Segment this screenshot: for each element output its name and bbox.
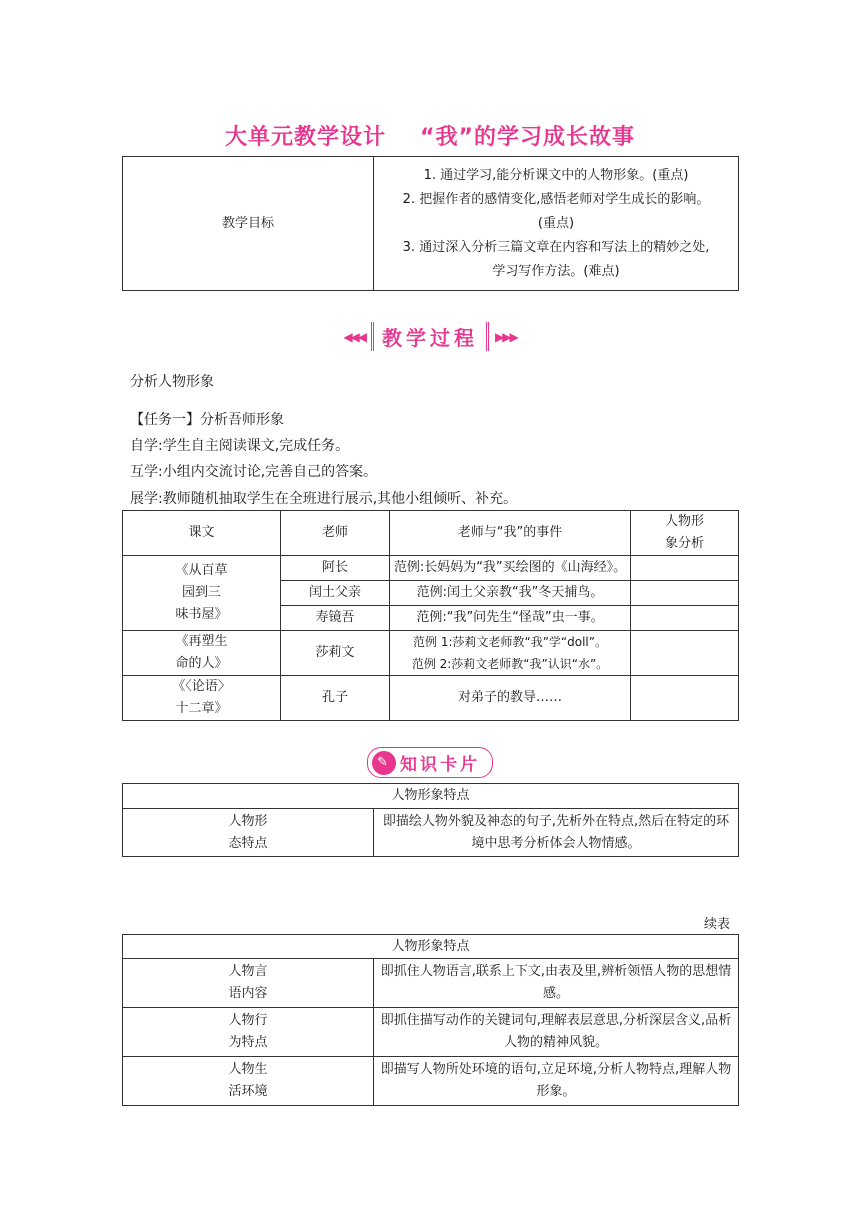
- header-teacher: 老师: [281, 511, 390, 556]
- header-text: 课文: [123, 511, 281, 556]
- teacher-cell: 闰土父亲: [281, 581, 390, 606]
- task-line: 互学:小组内交流讨论,完善自己的答案。: [130, 464, 378, 480]
- trait-name: 人物形 态特点: [123, 809, 374, 857]
- analysis-cell: [631, 676, 739, 721]
- section-heading: 分析人物形象: [130, 374, 214, 390]
- header-event: 老师与“我”的事件: [390, 511, 631, 556]
- analysis-cell: [631, 556, 739, 581]
- goal-item: 2. 把握作者的感情变化,感悟老师对学生成长的影响。: [402, 191, 710, 207]
- continued-label: 续表: [704, 917, 731, 932]
- goals-table: [122, 156, 739, 291]
- traits-header: 人物形象特点: [123, 784, 739, 809]
- goal-item: 3. 通过深入分析三篇文章在内容和写法上的精妙之处,: [402, 239, 710, 255]
- task-heading: 【任务一】分析吾师形象: [130, 412, 284, 428]
- knowledge-card-banner: [0, 747, 860, 778]
- traits-table-1: [122, 783, 739, 857]
- title-left: 大单元教学设计: [225, 125, 387, 150]
- goal-item: 学习写作方法。(难点): [492, 263, 620, 279]
- traits-table-2: [122, 934, 739, 1106]
- process-banner: [0, 322, 860, 351]
- text-cell: 《再塑生 命的人》: [123, 631, 281, 676]
- left-arrows-icon: ◀◀◀: [343, 329, 365, 344]
- event-cell: 对弟子的教导……: [390, 676, 631, 721]
- trait-name: 人物生 活环境: [123, 1057, 374, 1106]
- trait-desc: 即描绘人物外貌及神态的句子,先析外在特点,然后在特定的环 境中思考分析体会人物情感。: [374, 809, 739, 857]
- text-cell: 《从百草 园到三 味书屋》: [123, 556, 281, 631]
- event-cell: 范例:闰土父亲教“我”冬天捕鸟。: [390, 581, 631, 606]
- trait-desc: 即描写人物所处环境的语句,立足环境,分析人物特点,理解人物 形象。: [374, 1057, 739, 1106]
- text-cell: 《〈论语〉 十二章》: [123, 676, 281, 721]
- trait-name: 人物言 语内容: [123, 959, 374, 1008]
- goals-list: [374, 157, 739, 291]
- trait-name: 人物行 为特点: [123, 1008, 374, 1057]
- trait-desc: 即抓住人物语言,联系上下文,由表及里,辨析领悟人物的思想情 感。: [374, 959, 739, 1008]
- task-line: 自学:学生自主阅读课文,完成任务。: [130, 438, 350, 454]
- page-title: [0, 120, 860, 151]
- event-cell: 范例 1:莎莉文老师教“我”学“doll”。 范例 2:莎莉文老师教“我”认识“水”。: [390, 631, 631, 676]
- trait-desc: 即抓住描写动作的关键词句,理解表层意思,分析深层含义,品析 人物的精神风貌。: [374, 1008, 739, 1057]
- analysis-cell: [631, 606, 739, 631]
- goal-item: 1. 通过学习,能分析课文中的人物形象。(重点): [423, 167, 689, 183]
- teacher-cell: 阿长: [281, 556, 390, 581]
- teacher-cell: 孔子: [281, 676, 390, 721]
- task-line: 展学:教师随机抽取学生在全班进行展示,其他小组倾听、补充。: [130, 491, 518, 507]
- book-icon: ✎: [372, 751, 396, 775]
- analysis-cell: [631, 581, 739, 606]
- traits-header: 人物形象特点: [123, 935, 739, 959]
- event-cell: 范例:“我”问先生“怪哉”虫一事。: [390, 606, 631, 631]
- header-analysis: 人物形 象分析: [631, 511, 739, 556]
- goals-label: 教学目标: [123, 157, 374, 291]
- knowledge-card-label: 知识卡片: [400, 755, 480, 775]
- title-right: “我”的学习成长故事: [420, 125, 635, 150]
- analysis-cell: [631, 631, 739, 676]
- teacher-table: [122, 510, 739, 721]
- goal-item: (重点): [537, 215, 575, 231]
- teacher-cell: 寿镜吾: [281, 606, 390, 631]
- teacher-cell: 莎莉文: [281, 631, 390, 676]
- process-banner-label: 教学过程: [371, 322, 489, 351]
- event-cell: 范例:长妈妈为“我”买绘图的《山海经》。: [390, 556, 631, 581]
- right-arrows-icon: ▶▶▶: [495, 329, 517, 344]
